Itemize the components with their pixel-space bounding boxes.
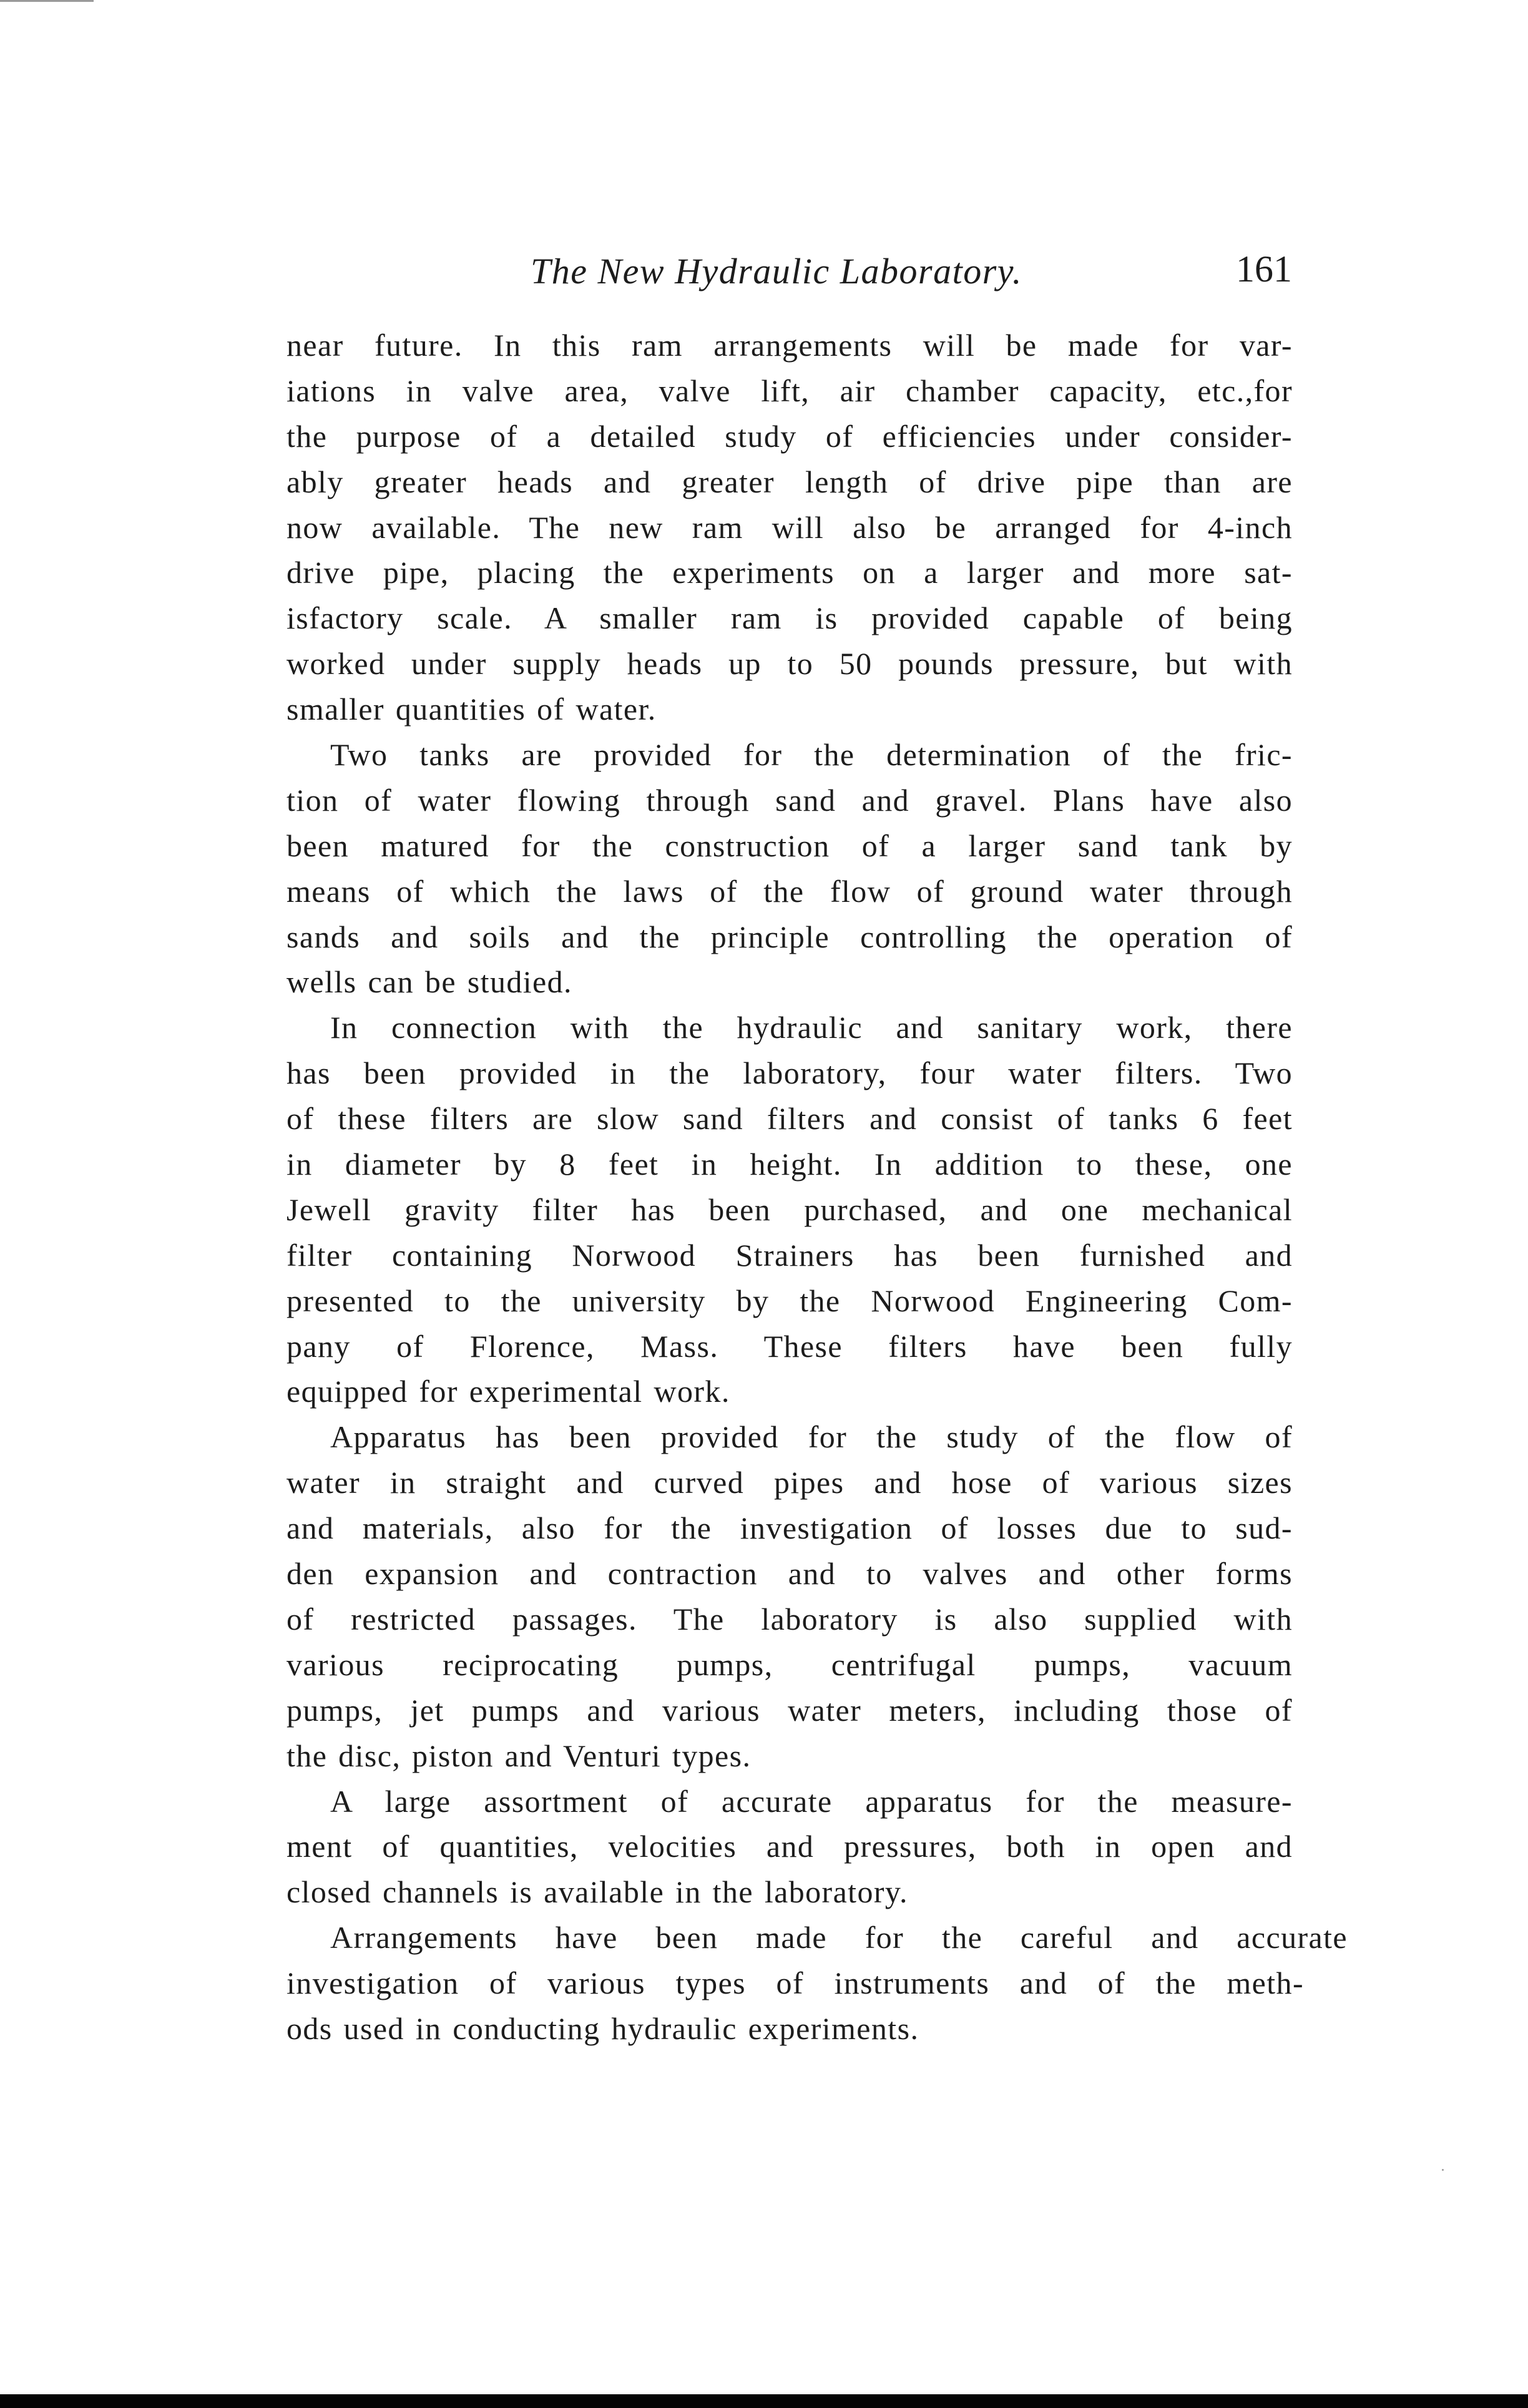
text-line: ably greater heads and greater length of drive pipe than are — [286, 464, 1293, 499]
scan-edge-mark — [0, 0, 94, 2]
text-line: investigation of various types of instruments and of the meth- — [286, 1965, 1304, 2001]
paragraph-5 — [286, 1779, 1293, 1916]
text-line: pumps, jet pumps and various water meters, including those of — [286, 1692, 1293, 1728]
paragraph-2 — [286, 732, 1293, 1005]
text-line: wells can be studied. — [286, 964, 572, 1000]
paragraph-4 — [286, 1414, 1293, 1778]
page-header — [287, 247, 1292, 303]
text-line: ment of quantities, velocities and pressures, both in open and — [286, 1829, 1293, 1864]
text-line: near future. In this ram arrangements will be made for var- — [286, 328, 1293, 363]
text-line: smaller quantities of water. — [286, 692, 657, 727]
scan-bottom-edge — [0, 2394, 1528, 2408]
text-line: den expansion and contraction and to valves and other forms — [286, 1556, 1293, 1592]
paragraph-1 — [286, 323, 1293, 732]
scan-speck — [1442, 2169, 1444, 2171]
text-line: Arrangements have been made for the careful and accurate — [330, 1920, 1348, 1955]
text-line: Two tanks are provided for the determination of the fric- — [330, 737, 1293, 773]
text-line: in diameter by 8 feet in height. In addition to these, one — [286, 1147, 1293, 1182]
body-text — [286, 323, 1348, 2052]
text-line: the purpose of a detailed study of efficiencies under consider- — [286, 418, 1293, 454]
paragraph-3 — [286, 1005, 1293, 1414]
text-line: sands and soils and the principle controlling the operation of — [286, 919, 1293, 954]
text-line: presented to the university by the Norwood Engineering Com- — [286, 1283, 1293, 1318]
text-line: A large assortment of accurate apparatus for the measure- — [330, 1783, 1293, 1819]
text-line: ods used in conducting hydraulic experiments. — [286, 2010, 919, 2046]
text-line: filter containing Norwood Strainers has been furnished and — [286, 1237, 1293, 1273]
page-number: 161 — [1236, 248, 1292, 290]
text-line: the disc, piston and Venturi types. — [286, 1738, 752, 1773]
text-line: means of which the laws of the flow of ground water through — [286, 873, 1293, 909]
text-line: of restricted passages. The laboratory is also supplied with — [286, 1601, 1293, 1637]
text-line: tion of water flowing through sand and gravel. Plans have also — [286, 782, 1293, 818]
text-line: drive pipe, placing the experiments on a larger and more sat- — [286, 555, 1293, 590]
text-line: closed channels is available in the laboratory. — [286, 1874, 908, 1910]
text-line: Jewell gravity filter has been purchased, and one mechanical — [286, 1192, 1293, 1227]
text-line: equipped for experimental work. — [286, 1374, 730, 1409]
text-line: worked under supply heads up to 50 pounds pressure, but with — [286, 646, 1293, 682]
running-title: The New Hydraulic Laboratory. — [531, 251, 1022, 291]
text-line: pany of Florence, Mass. These filters have been fully — [286, 1328, 1293, 1364]
text-line: iations in valve area, valve lift, air chamber capacity, etc.,for — [286, 373, 1293, 408]
text-line: and materials, also for the investigation of losses due to sud- — [286, 1510, 1293, 1546]
text-line: isfactory scale. A smaller ram is provided capable of being — [286, 600, 1293, 636]
text-line: now available. The new ram will also be arranged for 4-inch — [286, 509, 1293, 545]
text-line: of these filters are slow sand filters and consist of tanks 6 feet — [286, 1101, 1293, 1137]
paragraph-6 — [286, 1915, 1348, 2052]
text-line: water in straight and curved pipes and hose of various sizes — [286, 1465, 1293, 1500]
text-line: various reciprocating pumps, centrifugal pumps, vacuum — [286, 1647, 1293, 1682]
text-line: been matured for the construction of a larger sand tank by — [286, 828, 1293, 863]
text-line: has been provided in the laboratory, four water filters. Two — [286, 1055, 1293, 1091]
text-line: Apparatus has been provided for the study of the flow of — [330, 1419, 1293, 1455]
text-line: In connection with the hydraulic and sanitary work, there — [330, 1010, 1293, 1045]
